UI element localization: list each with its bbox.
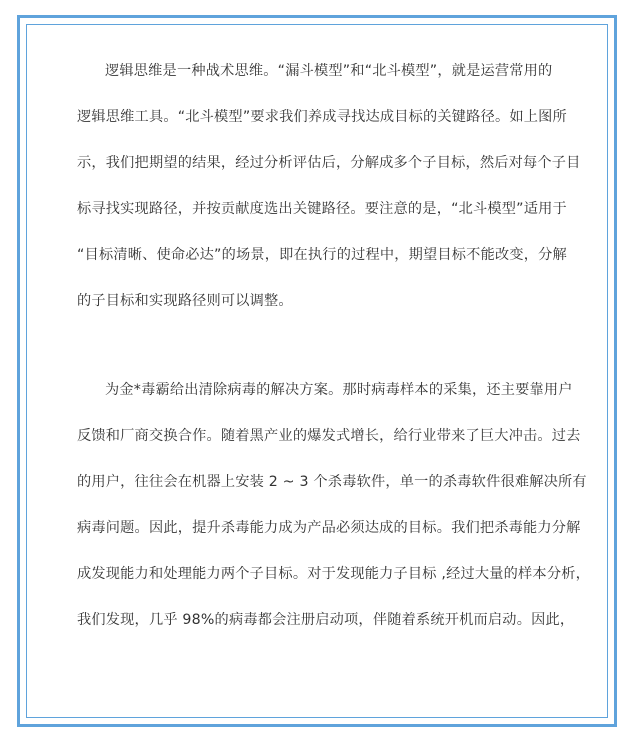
article-body [77,48,590,643]
paragraph-line: 示，我们把期望的结果，经过分析评估后，分解成多个子目标，然后对每个子目 [77,155,581,171]
paragraph-line: 的用户，往往会在机器上安装 2 ~ 3 个杀毒软件，单一的杀毒软件很难解决所有 [77,474,587,490]
paragraph-line: 为金*毒霸给出清除病毒的解决方案。那时病毒样本的采集，还主要靠用户 [105,382,573,398]
paragraph-line: 我们发现，几乎 98%的病毒都会注册启动项，伴随着系统开机而启动。因此， [77,612,575,628]
paragraph-line: 逻辑思维工具。“北斗模型”要求我们养成寻找达成目标的关键路径。如上图所 [77,109,567,125]
paragraph-line: 病毒问题。因此，提升杀毒能力成为产品必须达成的目标。我们把杀毒能力分解 [77,520,581,536]
paragraph-line: 逻辑思维是一种战术思维。“漏斗模型”和“北斗模型”，就是运营常用的 [105,63,553,79]
paragraph-line: “目标清晰、使命必达”的场景，即在执行的过程中，期望目标不能改变，分解 [77,247,567,263]
paragraph-1 [77,48,581,324]
paragraph-line: 的子目标和实现路径则可以调整。 [77,293,293,309]
paragraph-spacer [77,324,573,367]
paragraph-line: 反馈和厂商交换合作。随着黑产业的爆发式增长，给行业带来了巨大冲击。过去 [77,428,581,444]
paragraph-2 [77,367,590,643]
paragraph-line: 标寻找实现路径，并按贡献度选出关键路径。要注意的是，“北斗模型”适用于 [77,201,567,217]
paragraph-line: 成发现能力和处理能力两个子目标。对于发现能力子目标 ,经过大量的样本分析， [77,566,590,582]
